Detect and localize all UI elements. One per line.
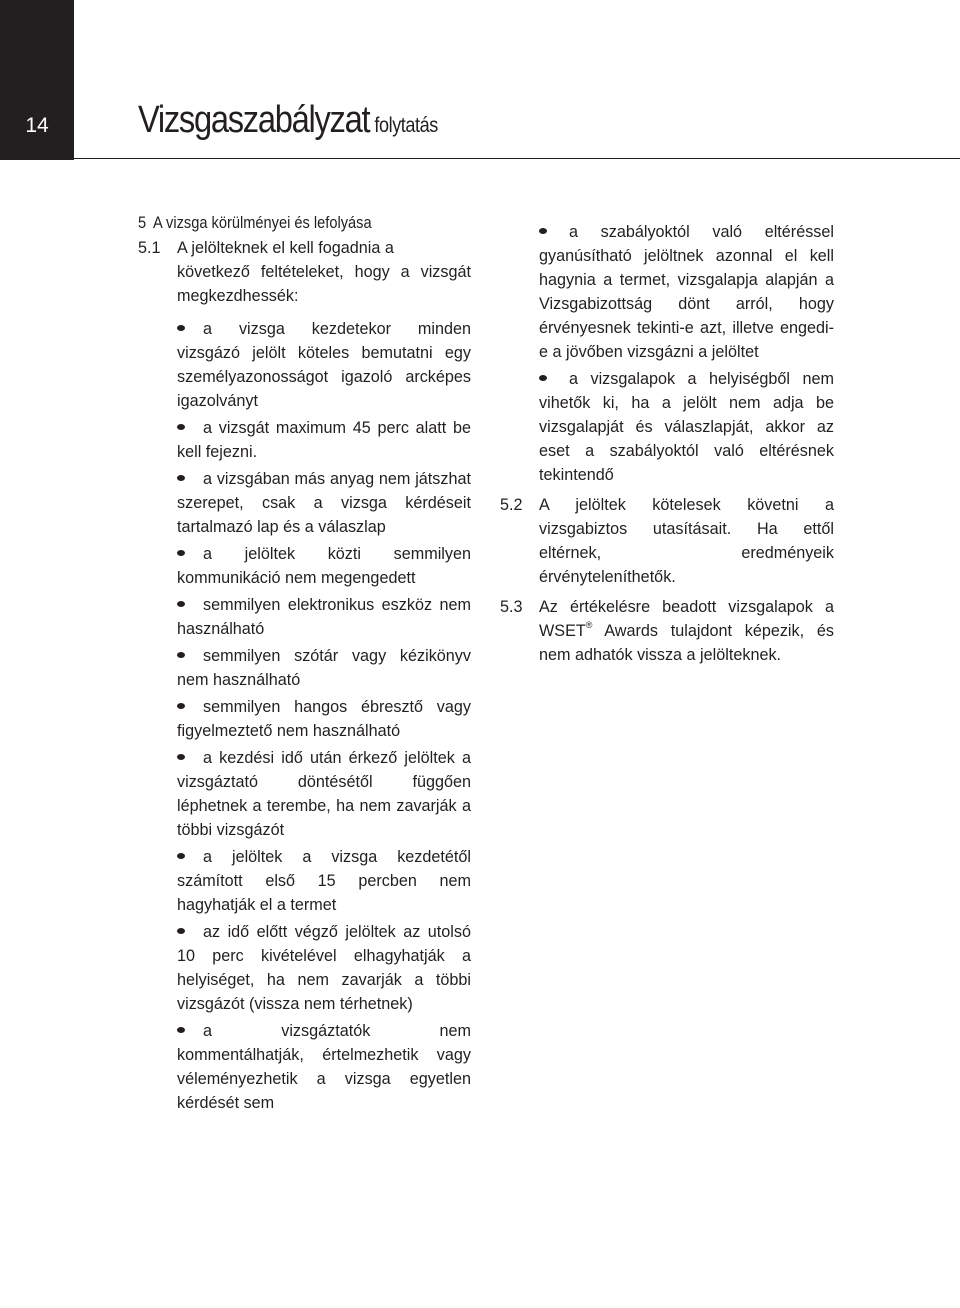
section-title: A vizsga körülményei és lefolyása [153, 213, 372, 232]
list-item: a vizsgában más anyag nem játszhat szerepet, csak a vizsga kérdéseit tartalmazó lap és a válaszlap [177, 470, 471, 536]
list-item: a vizsgalapok a helyiségből nem vihetők ki, ha a jelölt nem adja be vizsgalapját és válaszlapját, akkor az eset a szabályoktól való eltérésnek tekintendő [539, 370, 834, 484]
bullet-icon [539, 228, 547, 234]
bullet-icon [177, 601, 185, 607]
item-5-3-number: 5.3 [500, 598, 523, 616]
page-number-tab [0, 0, 74, 160]
header-rule [74, 158, 960, 159]
list-item: semmilyen elektronikus eszköz nem használható [177, 596, 471, 638]
list-item: a jelöltek a vizsga kezdetétől számított első 15 percben nem hagyhatják el a termet [177, 848, 471, 914]
bullet-icon [177, 475, 185, 481]
item-5-1-intro [138, 236, 471, 260]
page-number: 14 [25, 114, 49, 137]
bullet-icon [177, 928, 185, 934]
item-5-1-intro-rest: következő feltételeket, hogy a vizsgát megkezdhessék: [177, 263, 471, 305]
item-5-2-number: 5.2 [500, 496, 523, 514]
section-number: 5 [138, 213, 147, 232]
list-item: a vizsgáztatók nem kommentálhatják, értelmezhetik vagy véleményezhetik a vizsga egyetlen kérdését sem [177, 1022, 471, 1112]
bullet-icon [177, 703, 185, 709]
page-title [138, 96, 438, 150]
item-5-1-number: 5.1 [138, 239, 161, 257]
list-item: semmilyen hangos ébresztő vagy figyelmeztető nem használható [177, 698, 471, 740]
bullet-icon [177, 1027, 185, 1033]
item-5-3-text: Az értékelésre beadott vizsgalapok a WSET® Awards tulajdont képezik, és nem adhatók vissza a jelölteknek. [539, 598, 834, 664]
list-item: a szabályoktól való eltéréssel gyanúsítható jelöltnek azonnal el kell hagynia a termet, vizsgalapja alapján a Vizsgabizottság dönt arról, hogy érvényesnek tekinti-e azt, illetve engedi-e a jövőben vizsgázni a jelöltet [539, 223, 834, 361]
bullet-icon [177, 325, 185, 331]
registered-mark: ® [585, 620, 593, 630]
item-5-2 [500, 493, 834, 589]
item-5-2-text: A jelöltek kötelesek követni a vizsgabiztos utasításait. Ha ettől eltérnek, eredményeik érvényteleníthetők. [539, 496, 834, 586]
list-item: a kezdési idő után érkező jelöltek a vizsgáztató döntésétől függően léphetnek a terembe, ha nem zavarják a többi vizsgázót [177, 749, 471, 839]
bullet-icon [539, 375, 547, 381]
item-5-1-intro-first: A jelölteknek el kell fogadnia a [177, 239, 394, 257]
item-5-3 [500, 595, 834, 667]
list-item: semmilyen szótár vagy kézikönyv nem használható [177, 647, 471, 689]
bullet-icon [177, 652, 185, 658]
list-item: az idő előtt végző jelöltek az utolsó 10 perc kivételével elhagyhatják a helyiséget, ha nem zavarják a többi vizsgázót (vissza nem térhetnek) [177, 923, 471, 1013]
bullet-icon [177, 550, 185, 556]
list-item: a vizsgát maximum 45 perc alatt be kell fejezni. [177, 419, 471, 461]
section-heading [138, 212, 372, 234]
item-5-1-bullet-list-continued [500, 220, 834, 487]
list-item: a vizsga kezdetekor minden vizsgázó jelölt köteles bemutatni egy személyazonosságot igazoló arcképes igazolványt [177, 320, 471, 410]
bullet-icon [177, 853, 185, 859]
item-5-1-bullet-list [138, 317, 471, 1115]
right-column [500, 217, 834, 667]
page-subtitle: folytatás [374, 114, 438, 137]
page-title-text: Vizsgaszabályzat [138, 99, 370, 141]
bullet-icon [177, 754, 185, 760]
list-item: a jelöltek közti semmilyen kommunikáció nem megengedett [177, 545, 471, 587]
left-column [138, 236, 471, 1115]
bullet-icon [177, 424, 185, 430]
